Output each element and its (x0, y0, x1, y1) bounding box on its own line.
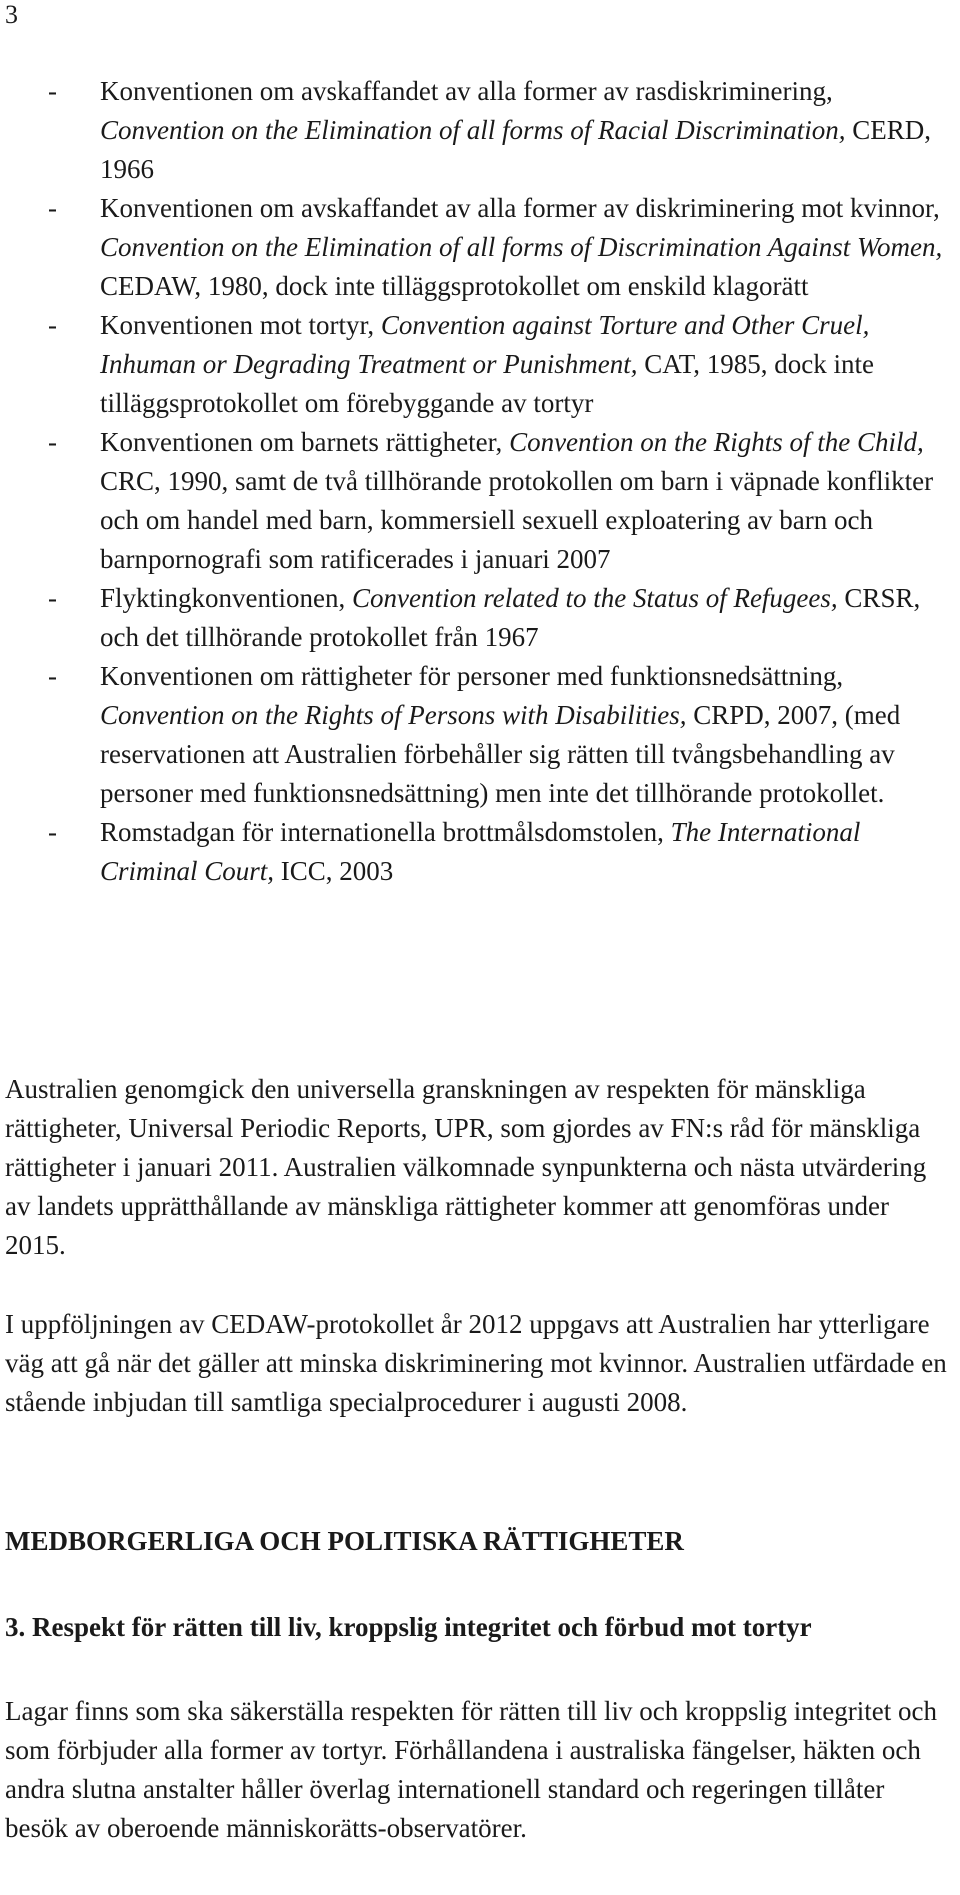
list-text-italic: Convention on the Elimination of all forms of Racial Discrimination, (100, 115, 846, 145)
list-dash: - (48, 661, 57, 691)
list-item-text (100, 427, 933, 574)
list-text-italic: The International Criminal Court, (100, 817, 861, 886)
subsection-heading: 3. Respekt för rätten till liv, kroppslig integritet och förbud mot tortyr (5, 1612, 812, 1642)
list-dash: - (48, 583, 57, 613)
section-heading: MEDBORGERLIGA OCH POLITISKA RÄTTIGHETER (5, 1526, 684, 1556)
list-item (48, 72, 948, 189)
paragraph-laws: Lagar finns som ska säkerställa respekten för rätten till liv och kroppslig integritet och som förbjuder alla former av tortyr. Förhållandena i australiska fängelser, häkten och andra slutna anstalter håller överlag internationell standard och regeringen tillåter besök av oberoende människorätts-observatörer. (5, 1696, 937, 1843)
list-dash: - (48, 193, 57, 223)
list-text-segment: CRC, 1990, samt de två tillhörande protokollen om barn i väpnade konflikter och om handel med barn, kommersiell sexuell exploatering av barn och barnpornografi som ratificerades i januari 2007 (100, 466, 934, 574)
list-text-segment: Flyktingkonventionen, (100, 583, 352, 613)
list-text-segment: Konventionen mot tortyr, (100, 310, 381, 340)
list-item-text (100, 583, 920, 652)
list-item (48, 423, 948, 579)
list-text-segment: Konventionen om avskaffandet av alla former av rasdiskriminering, (100, 76, 833, 106)
list-item-text (100, 76, 931, 184)
list-text-segment: Romstadgan för internationella brottmålsdomstolen, (100, 817, 671, 847)
list-text-italic: Convention against Torture and Other Cruel, Inhuman or Degrading Treatment or Punishment, (100, 310, 870, 379)
list-dash: - (48, 427, 57, 457)
list-text-segment: CRPD, 2007, (med reservationen att Australien förbehåller sig rätten till tvångsbehandling av personer med funktionsnedsättning) men inte det tillhörande protokollet. (100, 700, 901, 808)
list-item-text (100, 193, 942, 301)
list-text-segment: CERD, 1966 (100, 115, 931, 184)
list-text-italic: Convention on the Rights of the Child, (509, 427, 924, 457)
list-dash: - (48, 817, 57, 847)
convention-list (48, 72, 948, 891)
list-item (48, 306, 948, 423)
list-text-segment: Konventionen om rättigheter för personer med funktionsnedsättning, (100, 661, 844, 691)
list-item (48, 813, 948, 891)
list-text-segment: CEDAW, 1980, dock inte tilläggsprotokollet om enskild klagorätt (100, 271, 809, 301)
list-item-text (100, 661, 900, 808)
list-item (48, 189, 948, 306)
list-text-segment: Konventionen om avskaffandet av alla former av diskriminering mot kvinnor, (100, 193, 940, 223)
list-text-segment: ICC, 2003 (274, 856, 394, 886)
list-text-segment: CAT, 1985, dock inte tilläggsprotokollet om förebyggande av tortyr (100, 349, 874, 418)
list-item-text (100, 310, 874, 418)
paragraph-cedaw-followup: I uppföljningen av CEDAW-protokollet år 2012 uppgavs att Australien har ytterligare väg att gå när det gäller att minska diskriminering mot kvinnor. Australien utfärdade en stående inbjudan till samtliga specialprocedurer i augusti 2008. (5, 1309, 947, 1417)
list-item (48, 579, 948, 657)
list-text-segment: Konventionen om barnets rättigheter, (100, 427, 510, 457)
list-item-text (100, 817, 860, 886)
list-dash: - (48, 76, 57, 106)
list-dash: - (48, 310, 57, 340)
paragraph-upr: Australien genomgick den universella granskningen av respekten för mänskliga rättigheter, Universal Periodic Reports, UPR, som gjordes av FN:s råd för mänskliga rättigheter i januari 2011. Australien välkomnade synpunkterna och nästa utvärdering av landets upprätthållande av mänskliga rättigheter kommer att genomföras under 2015. (5, 1074, 927, 1260)
list-item (48, 657, 948, 813)
list-text-segment: CRSR, och det tillhörande protokollet från 1967 (100, 583, 921, 652)
list-text-italic: Convention on the Rights of Persons with Disabilities, (100, 700, 687, 730)
list-text-italic: Convention on the Elimination of all forms of Discrimination Against Women, (100, 232, 943, 262)
page-number: 3 (5, 0, 18, 29)
list-text-italic: Convention related to the Status of Refugees, (352, 583, 838, 613)
